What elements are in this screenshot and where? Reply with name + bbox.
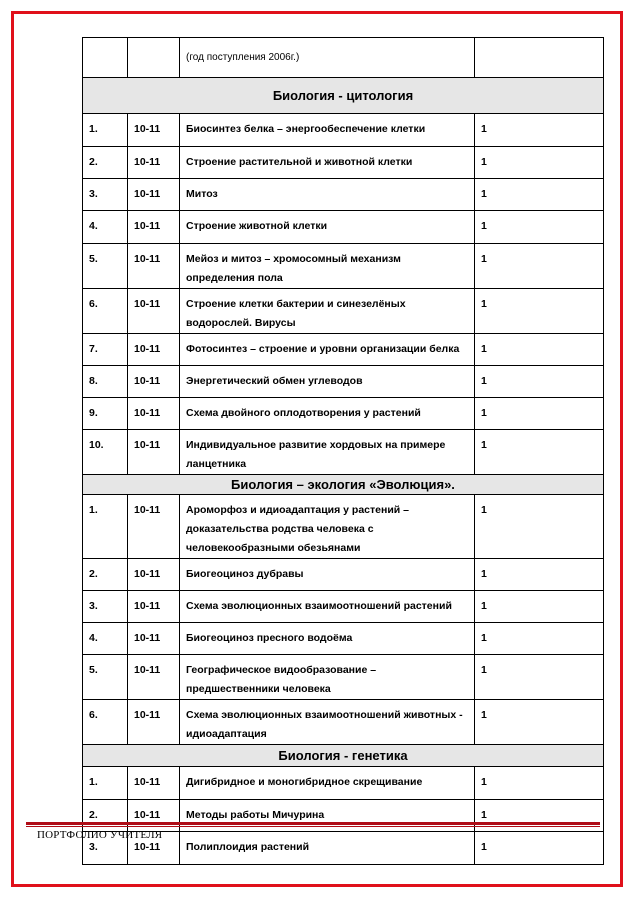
grade-cell: 10-11 bbox=[128, 655, 180, 700]
count-cell: 1 bbox=[475, 147, 604, 179]
enrollment-note: (год поступления 2006г.) bbox=[180, 38, 475, 78]
table-row bbox=[83, 38, 604, 78]
table-row bbox=[83, 430, 604, 475]
grade-cell: 10-11 bbox=[128, 559, 180, 591]
row-number: 2. bbox=[83, 559, 128, 591]
grade-cell: 10-11 bbox=[128, 147, 180, 179]
table-row bbox=[83, 289, 604, 334]
row-number: 7. bbox=[83, 334, 128, 366]
topic-cell: Схема эволюционных взаимоотношений растений bbox=[180, 591, 475, 623]
grade-cell: 10-11 bbox=[128, 244, 180, 289]
count-cell: 1 bbox=[475, 767, 604, 800]
topic-cell: Индивидуальное развитие хордовых на примере ланцетника bbox=[180, 430, 475, 475]
row-number: 5. bbox=[83, 244, 128, 289]
grade-cell: 10-11 bbox=[128, 591, 180, 623]
count-cell: 1 bbox=[475, 114, 604, 147]
grade-cell: 10-11 bbox=[128, 495, 180, 559]
count-cell: 1 bbox=[475, 495, 604, 559]
count-cell: 1 bbox=[475, 244, 604, 289]
table-row bbox=[83, 244, 604, 289]
row-number: 6. bbox=[83, 700, 128, 745]
row-number: 5. bbox=[83, 655, 128, 700]
footer-rule-thin bbox=[26, 826, 600, 827]
row-number: 1. bbox=[83, 767, 128, 800]
grade-cell: 10-11 bbox=[128, 700, 180, 745]
topic-cell: Биогеоциноз дубравы bbox=[180, 559, 475, 591]
topic-cell: Митоз bbox=[180, 179, 475, 211]
count-cell: 1 bbox=[475, 700, 604, 745]
grade-cell: 10-11 bbox=[128, 366, 180, 398]
count-cell: 1 bbox=[475, 179, 604, 211]
row-number: 3. bbox=[83, 832, 128, 865]
grade-cell: 10-11 bbox=[128, 114, 180, 147]
topic-cell: Дигибридное и моногибридное скрещивание bbox=[180, 767, 475, 800]
table-row bbox=[83, 114, 604, 147]
count-cell: 1 bbox=[475, 366, 604, 398]
table-row bbox=[83, 623, 604, 655]
section-header-row bbox=[83, 745, 604, 767]
table-row bbox=[83, 767, 604, 800]
count-cell: 1 bbox=[475, 398, 604, 430]
footer-rule bbox=[26, 822, 600, 825]
count-cell: 1 bbox=[475, 559, 604, 591]
topic-cell: Мейоз и митоз – хромосомный механизм определения пола bbox=[180, 244, 475, 289]
grade-cell: 10-11 bbox=[128, 430, 180, 475]
table-row bbox=[83, 147, 604, 179]
topic-cell: Строение растительной и животной клетки bbox=[180, 147, 475, 179]
row-number: 3. bbox=[83, 591, 128, 623]
table-row bbox=[83, 211, 604, 244]
topics-table bbox=[82, 37, 604, 865]
count-cell: 1 bbox=[475, 334, 604, 366]
row-number: 4. bbox=[83, 211, 128, 244]
row-number: 1. bbox=[83, 114, 128, 147]
topic-cell: Строение клетки бактерии и синезелёных водорослей. Вирусы bbox=[180, 289, 475, 334]
row-number: 2. bbox=[83, 800, 128, 832]
topic-cell: Методы работы Мичурина bbox=[180, 800, 475, 832]
section-title: Биология – экология «Эволюция». bbox=[83, 475, 604, 495]
section-header-row bbox=[83, 78, 604, 114]
table-row bbox=[83, 591, 604, 623]
topic-cell: Биосинтез белка – энергообеспечение клетки bbox=[180, 114, 475, 147]
grade-cell: 10-11 bbox=[128, 289, 180, 334]
row-number: 8. bbox=[83, 366, 128, 398]
footer-title: ПОРТФОЛИО УЧИТЕЛЯ bbox=[37, 829, 163, 841]
row-number: 1. bbox=[83, 495, 128, 559]
table-row bbox=[83, 655, 604, 700]
count-cell: 1 bbox=[475, 655, 604, 700]
row-number: 6. bbox=[83, 289, 128, 334]
grade-cell: 10-11 bbox=[128, 767, 180, 800]
count-cell: 1 bbox=[475, 623, 604, 655]
row-number: 2. bbox=[83, 147, 128, 179]
table-row bbox=[83, 559, 604, 591]
topic-cell: Фотосинтез – строение и уровни организации белка bbox=[180, 334, 475, 366]
topic-cell: Биогеоциноз пресного водоёма bbox=[180, 623, 475, 655]
row-number: 3. bbox=[83, 179, 128, 211]
count-cell: 1 bbox=[475, 800, 604, 832]
section-title: Биология - цитология bbox=[83, 78, 604, 114]
topic-cell: Полиплоидия растений bbox=[180, 832, 475, 865]
table-row bbox=[83, 366, 604, 398]
grade-cell: 10-11 bbox=[128, 211, 180, 244]
row-number: 9. bbox=[83, 398, 128, 430]
grade-cell: 10-11 bbox=[128, 623, 180, 655]
grade-cell: 10-11 bbox=[128, 832, 180, 865]
count-cell: 1 bbox=[475, 832, 604, 865]
row-number: 10. bbox=[83, 430, 128, 475]
topic-cell: Энергетический обмен углеводов bbox=[180, 366, 475, 398]
table-row bbox=[83, 495, 604, 559]
table-row bbox=[83, 398, 604, 430]
topic-cell: Схема двойного оплодотворения у растений bbox=[180, 398, 475, 430]
table-row bbox=[83, 179, 604, 211]
topic-cell: Ароморфоз и идиоадаптация у растений – доказательства родства человека с человекообразными обезьянами bbox=[180, 495, 475, 559]
grade-cell: 10-11 bbox=[128, 800, 180, 832]
section-header-row bbox=[83, 475, 604, 495]
row-number: 4. bbox=[83, 623, 128, 655]
count-cell: 1 bbox=[475, 430, 604, 475]
count-cell: 1 bbox=[475, 591, 604, 623]
section-title: Биология - генетика bbox=[83, 745, 604, 767]
grade-cell: 10-11 bbox=[128, 334, 180, 366]
grade-cell: 10-11 bbox=[128, 398, 180, 430]
count-cell: 1 bbox=[475, 211, 604, 244]
count-cell: 1 bbox=[475, 289, 604, 334]
table-row bbox=[83, 700, 604, 745]
grade-cell: 10-11 bbox=[128, 179, 180, 211]
topic-cell: Схема эволюционных взаимоотношений животных - идиоадаптация bbox=[180, 700, 475, 745]
topic-cell: Географическое видообразование – предшественники человека bbox=[180, 655, 475, 700]
table-row bbox=[83, 334, 604, 366]
topic-cell: Строение животной клетки bbox=[180, 211, 475, 244]
